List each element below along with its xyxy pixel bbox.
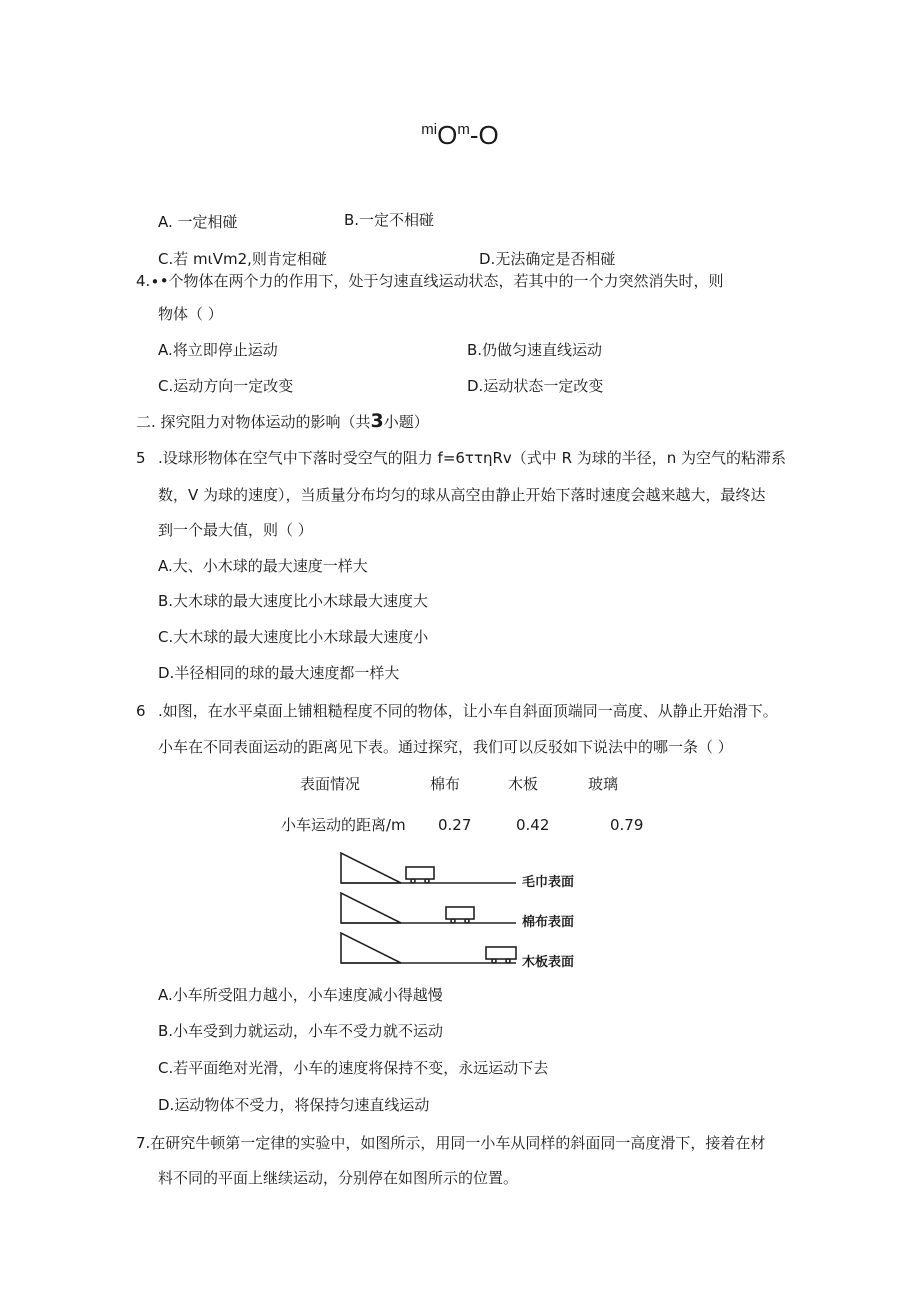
table-header-label: 表面情况 [300,775,361,793]
page-title: $^{mi}O^m-O$ [421,120,499,150]
q5-option-a: A.大、小木球的最大速度一样大 [158,557,368,575]
figure-label-cotton: 棉布表面 [522,915,575,930]
q4-stem-line2: 物体（ ） [158,305,223,323]
q6-option-c: C.若平面绝对光滑，小车的速度将保持不变，永远运动下去 [158,1059,549,1077]
q4-option-a: A.将立即停止运动 [158,341,278,359]
cart-cotton [446,907,474,919]
table-value-wood: 0.42 [516,816,550,834]
q5-option-d: D.半径相同的球的最大速度都一样大 [158,664,400,682]
cart-wheel [451,919,455,923]
q5-stem-line2: 数，V 为球的速度），当质量分布均匀的球从高空由静止开始下落时速度会越来越大，最终达 [158,486,766,504]
q4-stem-line1: 4.∙•个物体在两个力的作用下，处于匀速直线运动状态，若其中的一个力突然消失时，则 [136,272,724,290]
cart-wheel [411,879,415,883]
q4-option-c: C.运动方向一定改变 [158,377,294,395]
q5-option-b: B.大木球的最大速度比小木球最大速度大 [158,592,429,610]
cart-wheel [465,919,469,923]
table-row-label: 小车运动的距离/m [281,816,406,834]
cotton-surface-panel [341,893,516,923]
q5-option-c: C.大木球的最大速度比小木球最大速度小 [158,628,429,646]
q7-stem-line1: 7.在研究牛顿第一定律的实验中，如图所示，用同一小车从同样的斜面同一高度滑下，接着在材 [136,1134,766,1152]
q6-option-a: A.小车所受阻力越小，小车速度减小得越慢 [158,986,443,1004]
q4-option-d: D.运动状态一定改变 [467,377,604,395]
table-col-cotton: 棉布 [430,775,461,793]
cart-wheel [492,959,496,963]
figure-label-towel: 毛巾表面 [522,875,575,890]
cart-wheel [425,879,429,883]
cart-towel [406,867,434,879]
q6-option-d: D.运动物体不受力，将保持匀速直线运动 [158,1096,430,1114]
towel-surface-panel [341,853,516,883]
cart-wood [486,947,516,959]
q3-option-b: B.一定不相碰 [344,211,435,229]
ramp-towel [341,853,401,883]
q7-stem-line2: 料不同的平面上继续运动，分别停在如图所示的位置。 [158,1169,519,1187]
q6-option-b: B.小车受到力就运动，小车不受力就不运动 [158,1022,444,1040]
ramp-cotton [341,893,401,923]
q6-number: 6 [136,702,146,720]
figure-label-wood: 木板表面 [522,955,575,970]
q6-stem-line1: .如图，在水平桌面上铺粗糙程度不同的物体，让小车自斜面顶端同一高度、从静止开始滑下。 [158,702,778,720]
q5-stem-line1: .设球形物体在空气中下落时受空气的阻力 f=6ττηRv（式中 R 为球的半径，n 为空气的粘滞系 [158,449,787,467]
section-heading: 二. 探究阻力对物体运动的影响（共3小题） [136,410,429,432]
q5-number: 5 [136,449,146,467]
table-value-cotton: 0.27 [438,816,472,834]
q3-option-d: D.无法确定是否相碰 [479,250,616,268]
q6-stem-line2: 小车在不同表面运动的距离见下表。通过探究，我们可以反驳如下说法中的哪一条（ ） [158,738,733,756]
table-col-glass: 玻璃 [588,775,619,793]
q4-option-b: B.仍做匀速直线运动 [467,341,603,359]
table-col-wood: 木板 [508,775,539,793]
table-value-glass: 0.79 [610,816,644,834]
ramp-wood [341,933,401,963]
cart-wheel [506,959,510,963]
q5-stem-line3: 到一个最大值，则（ ） [158,521,313,539]
q3-option-a: A. 一定相碰 [158,213,238,231]
q3-option-c: C.若 mιVm2,则肯定相碰 [158,250,327,268]
wood-surface-panel [341,933,516,963]
